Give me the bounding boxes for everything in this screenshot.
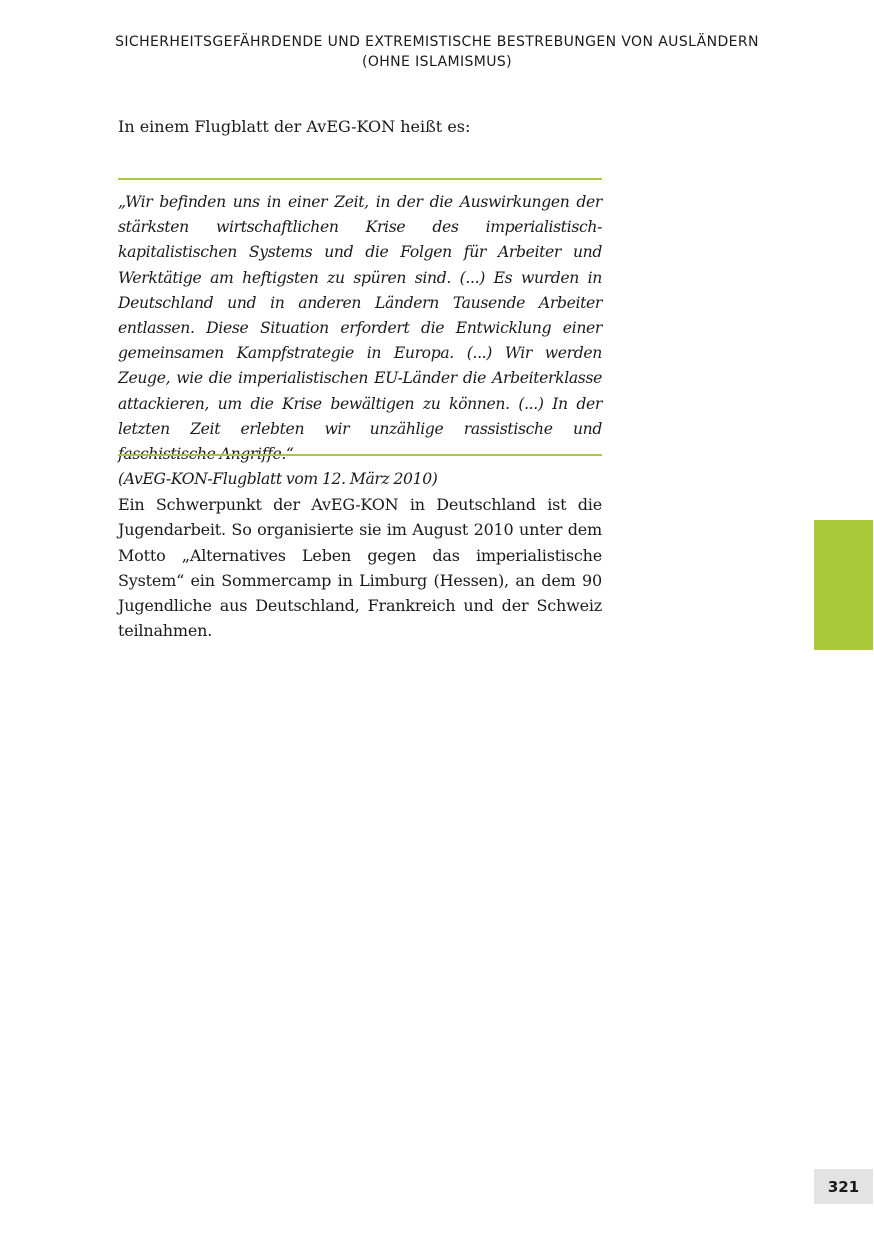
quote-text: „Wir befinden uns in einer Zeit, in der die Auswirkungen der stärksten wirtschaftlichen Krise des imperialistisch-kapitalistischen Systems und die Folgen für Arbeiter und Werktätige am heftigsten zu spüren sind. (...) Es wurden in Deutschland und in anderen Ländern Tausende Arbeiter entlassen. Diese Situation erfordert die Entwicklung einer gemeinsamen Kampfstrategie in Europa. (...) Wir werden Zeuge, wie die imperialistischen EU-Länder die Arbeiterklasse attackieren, um die Krise bewältigen zu können. (...) In der letzten Zeit erlebten wir unzählige rassistische und faschistische Angriffe.“ — [118, 193, 602, 464]
page-number: 321 — [814, 1169, 873, 1204]
running-header — [0, 32, 874, 72]
chapter-side-tab — [814, 520, 873, 650]
running-header-line-1: SICHERHEITSGEFÄHRDENDE UND EXTREMISTISCHE BESTREBUNGEN VON AUSLÄNDERN — [115, 34, 759, 50]
quote-bottom-rule — [118, 454, 602, 456]
running-header-line-2: (OHNE ISLAMISMUS) — [361, 54, 513, 70]
body-paragraph: Ein Schwerpunkt der AvEG-KON in Deutschland ist die Jugendarbeit. So organisierte sie im August 2010 unter dem Motto „Alternatives Leben gegen das imperialistische System“ ein Sommercamp in Limburg (Hessen), an dem 90 Jugendliche aus Deutschland, Frankreich und der Schweiz teilnahmen. — [118, 495, 602, 641]
quote-source: (AvEG-KON-Flugblatt vom 12. März 2010) — [118, 470, 438, 489]
flyer-quote — [118, 190, 602, 492]
intro-sentence: In einem Flugblatt der AvEG-KON heißt es: — [118, 117, 471, 136]
quote-top-rule — [118, 178, 602, 180]
